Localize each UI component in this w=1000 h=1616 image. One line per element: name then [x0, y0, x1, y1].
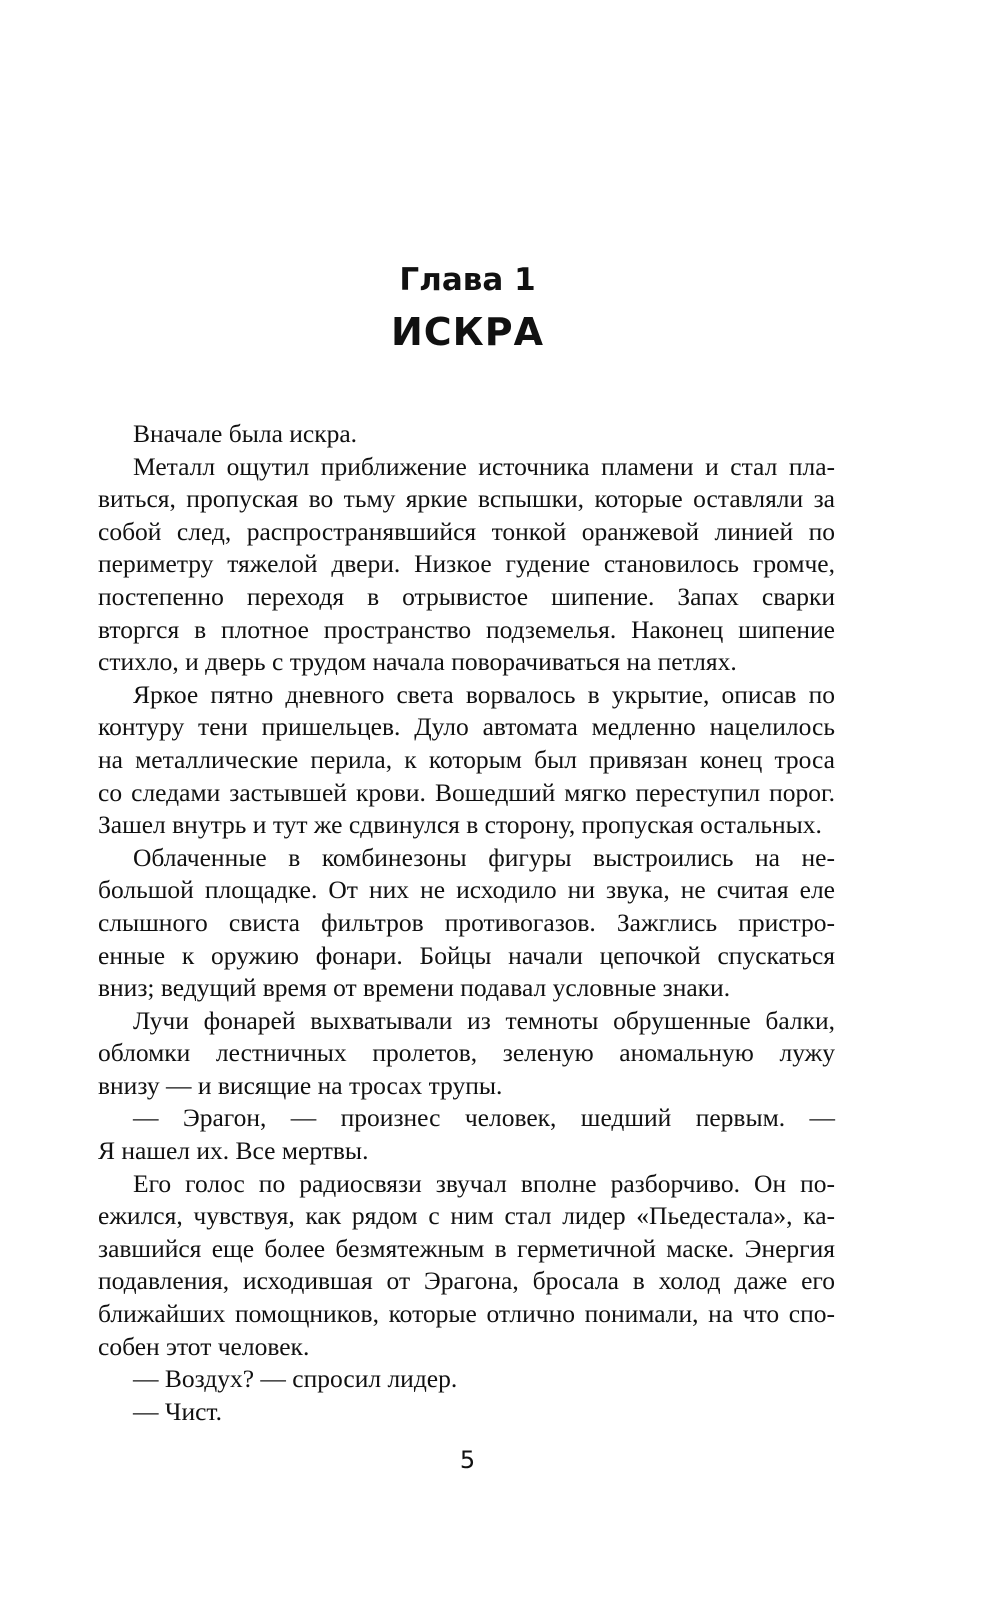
text-line: вниз; ведущий время от времени подавал условные знаки. — [98, 973, 731, 1003]
paragraph — [98, 1168, 835, 1364]
text-line: собой след, распространявшийся тонкой оранжевой линией по — [98, 516, 835, 546]
text-line: периметру тяжелой двери. Низкое гудение становилось громче, — [98, 549, 835, 579]
text-line: ежился, чувствуя, как рядом с ним стал лидер «Пьедестала», ка- — [98, 1201, 835, 1231]
paragraph — [98, 418, 835, 451]
chapter-number: Глава 1 — [399, 262, 536, 298]
paragraph — [98, 1005, 835, 1103]
text-line: завшийся еще более безмятежным в герметичной маске. Энергия — [98, 1233, 835, 1263]
text-line: — Эрагон, — произнес человек, шедший первым. — — [133, 1103, 835, 1133]
text-line: виться, пропуская во тьму яркие вспышки, которые оставляли за — [98, 484, 835, 514]
text-line: собен этот человек. — [98, 1331, 310, 1361]
text-line: постепенно переходя в отрывистое шипение. Запах сварки — [98, 581, 835, 611]
text-line: стихло, и дверь с трудом начала поворачиваться на петлях. — [98, 647, 737, 677]
text-line: енные к оружию фонари. Бойцы начали цепочкой спускаться — [98, 940, 835, 970]
text-line: ближайших помощников, которые отлично понимали, на что спо- — [98, 1299, 835, 1329]
text-line: контуру тени пришельцев. Дуло автомата медленно нацелилось — [98, 712, 835, 742]
chapter-title: ИСКРА — [390, 310, 544, 354]
text-line: слышного свиста фильтров противогазов. Зажглись пристро- — [98, 907, 835, 937]
text-line: со следами застывшей крови. Вошедший мягко переступил порог. — [98, 777, 835, 807]
page-number: 5 — [459, 1446, 476, 1474]
paragraph — [98, 1102, 835, 1167]
text-line: внизу — и висящие на тросах трупы. — [98, 1070, 503, 1100]
text-line: обломки лестничных пролетов, зеленую аномальную лужу — [98, 1038, 835, 1068]
text-line: Лучи фонарей выхватывали из темноты обрушенные балки, — [133, 1005, 835, 1035]
text-line: на металлические перила, к которым был привязан конец троса — [98, 744, 835, 774]
text-line: Облаченные в комбинезоны фигуры выстроились на не- — [133, 842, 835, 872]
paragraph — [98, 679, 835, 842]
paragraph — [98, 1396, 835, 1429]
paragraph — [98, 1363, 835, 1396]
text-line: — Воздух? — спросил лидер. — [133, 1364, 458, 1394]
text-line: Его голос по радиосвязи звучал вполне разборчиво. Он по- — [133, 1168, 835, 1198]
body-text — [98, 418, 835, 1428]
text-line: — Чист. — [133, 1396, 223, 1426]
text-line: Яркое пятно дневного света ворвалось в укрытие, описав по — [133, 679, 835, 709]
text-line: большой площадке. От них не исходило ни звука, не считая еле — [98, 875, 835, 905]
text-line: подавления, исходившая от Эрагона, бросала в холод даже его — [98, 1266, 835, 1296]
text-line: Металл ощутил приближение источника пламени и стал пла- — [133, 451, 835, 481]
text-line: Зашел внутрь и тут же сдвинулся в сторону, пропуская остальных. — [98, 810, 822, 840]
paragraph — [98, 451, 835, 679]
text-line: Вначале была искра. — [133, 419, 358, 448]
paragraph — [98, 842, 835, 1005]
text-line: вторгся в плотное пространство подземелья. Наконец шипение — [98, 614, 835, 644]
text-line: Я нашел их. Все мертвы. — [98, 1136, 369, 1166]
